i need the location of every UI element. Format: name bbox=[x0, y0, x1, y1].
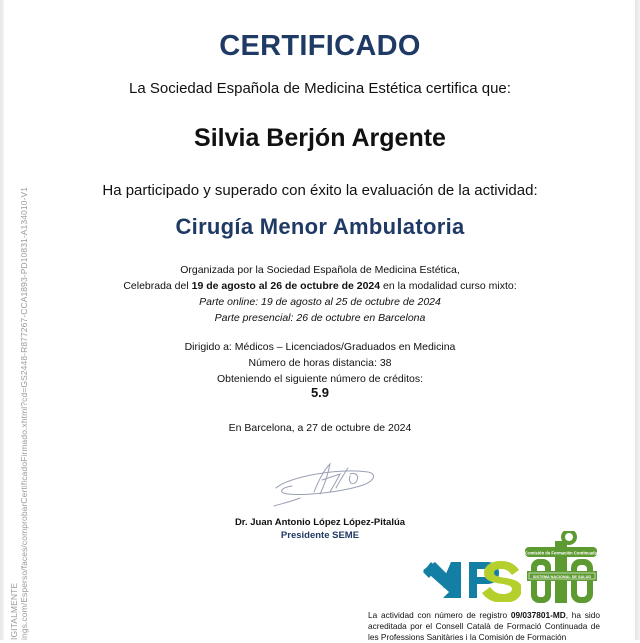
accreditation-prefix: La actividad con número de registro bbox=[368, 610, 511, 620]
accreditation-statement bbox=[368, 610, 600, 643]
participation-statement: Ha participado y superado con éxito la evaluación de la actividad: bbox=[102, 182, 538, 199]
dates-range: 19 de agosto al 26 de octubre de 2024 bbox=[191, 280, 381, 292]
distance-hours-line: Número de horas distancia: 38 bbox=[248, 357, 392, 369]
recipient-name: Silvia Berjón Argente bbox=[194, 124, 446, 152]
audience-details bbox=[0, 339, 640, 387]
signer-role: Presidente SEME bbox=[280, 530, 360, 541]
credits-value: 5.9 bbox=[310, 385, 330, 400]
dates-prefix: Celebrada del bbox=[123, 280, 192, 292]
certifying-body-statement: La Sociedad Española de Medicina Estética certifica que: bbox=[129, 80, 511, 97]
online-part-line: Parte online: 19 de agosto al 25 de octubre de 2024 bbox=[199, 296, 441, 308]
accreditation-suffix: , ha sido acreditada por el Consell Català de Formació Continuada de les Professions Sanitàries i la Comisión de Formación bbox=[368, 610, 600, 642]
handwritten-signature bbox=[270, 458, 380, 508]
margin-verification-url: ings.com/Esperso/faces/comprobarCertificadoFirmado.xhtml?cd=GS2448-R877267-CCA1893-PD10831-A134010-V1 bbox=[19, 186, 29, 640]
cfc-top-text: Comisión de Formación Continuada bbox=[525, 550, 597, 556]
place-and-date: En Barcelona, a 27 de octubre de 2024 bbox=[228, 422, 412, 434]
signer-name: Dr. Juan Antonio López López-Pitalúa bbox=[234, 517, 406, 528]
directed-to-line: Dirigido a: Médicos – Licenciados/Graduados en Medicina bbox=[184, 341, 456, 353]
organizer-line: Organizada por la Sociedad Española de Medicina Estética, bbox=[180, 264, 460, 276]
activity-name: Cirugía Menor Ambulatoria bbox=[175, 214, 465, 239]
credits-label: Obteniendo el siguiente número de créditos: bbox=[216, 373, 424, 385]
cfc-band-text: SISTEMA NACIONAL DE SALUD bbox=[532, 575, 592, 579]
certificate-title: CERTIFICADO bbox=[219, 30, 421, 62]
cfc-sistema-nacional-de-salud-logo bbox=[523, 531, 599, 605]
in-person-part-line: Parte presencial: 26 de octubre en Barcelona bbox=[214, 312, 426, 324]
dates-suffix: en la modalidad curso mixto: bbox=[380, 280, 517, 292]
dates-line bbox=[0, 278, 640, 294]
margin-digital-signature-label: IGITALMENTE bbox=[9, 582, 19, 640]
ps-logo bbox=[421, 558, 521, 602]
registry-number: 09/037801-MD bbox=[510, 610, 566, 620]
course-details bbox=[0, 262, 640, 326]
